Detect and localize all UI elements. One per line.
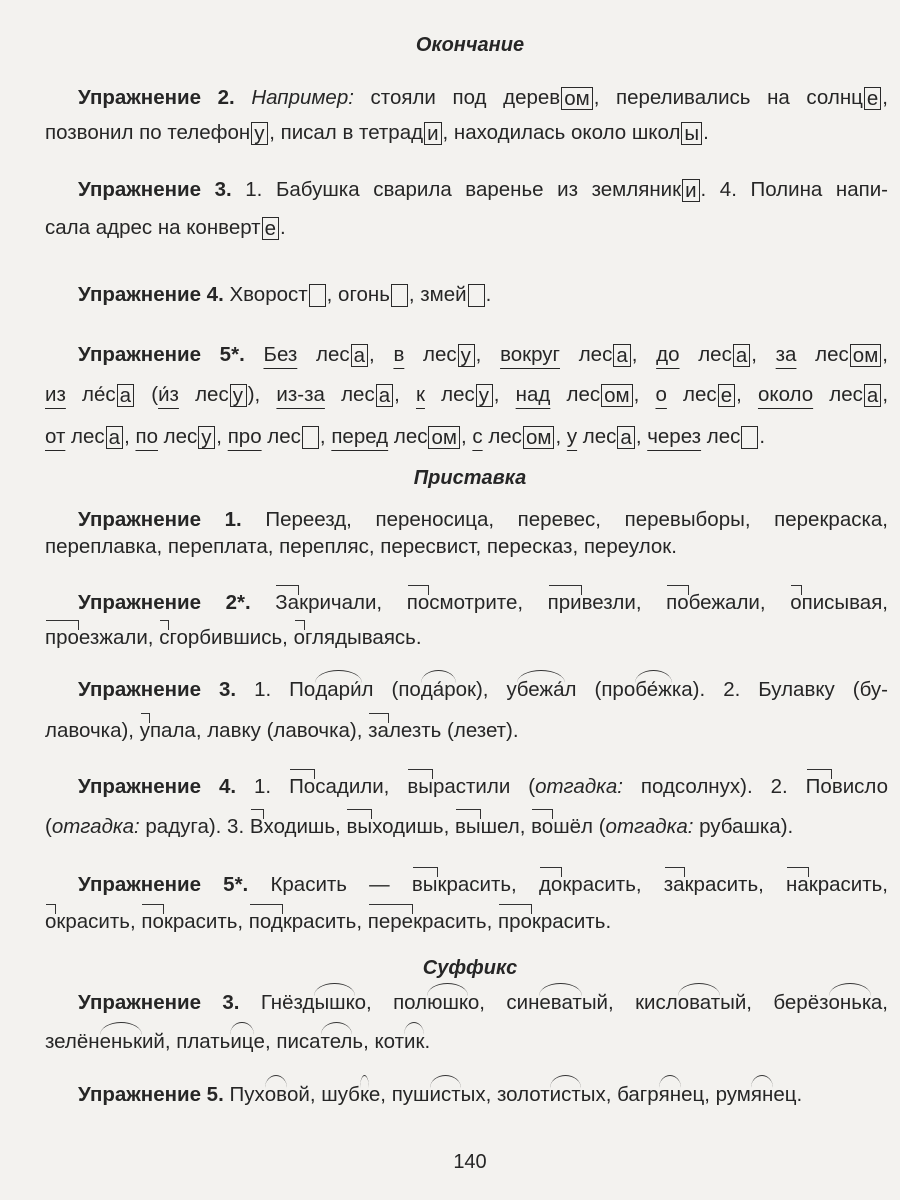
prefix-mark: при — [548, 589, 582, 617]
text-run: красить, — [282, 910, 368, 933]
prefix-mark: за — [664, 871, 685, 899]
exercise-label: Упражнение 5*. — [78, 343, 245, 366]
preposition: о — [655, 383, 667, 406]
text-run: ка). 2. Булавку (бу- — [671, 678, 888, 701]
text-run: . 4. Полина напи- — [700, 178, 888, 201]
text-run: ), — [247, 383, 277, 406]
prefix-mark: до — [539, 871, 562, 899]
answer-box: а — [864, 384, 881, 407]
prefix-mark: про — [498, 908, 532, 936]
prefix-mark: на — [786, 871, 809, 899]
answer-box: а — [613, 344, 630, 367]
preposition: перед — [331, 425, 389, 448]
text-run: ходишь, — [263, 815, 347, 838]
preposition: по — [135, 425, 158, 448]
text-run: 1. По — [236, 678, 316, 701]
text-run: Пух — [223, 1083, 265, 1106]
suffix-mark: тел — [321, 1028, 353, 1056]
text-run: позвонил по телефон — [45, 121, 251, 144]
suffix-mark: ян — [659, 1081, 681, 1109]
text-run: ый, берёз — [720, 991, 829, 1014]
answer-box: а — [376, 384, 393, 407]
text-run: ых, золот — [460, 1083, 550, 1106]
text-run: радуга). 3. — [139, 815, 250, 838]
text-run: красить, — [808, 873, 888, 896]
text-run: , — [475, 343, 501, 366]
text-run: езжали, — [78, 626, 160, 649]
text-run: лес — [560, 343, 613, 366]
text-run: лес — [404, 343, 457, 366]
text-run: . — [279, 216, 286, 239]
exercise-line — [78, 281, 888, 309]
text-run: л (по — [361, 678, 421, 701]
text-run: красить, — [437, 873, 539, 896]
answer-box: у — [198, 426, 215, 449]
text-run: рубашка). — [693, 815, 794, 838]
text-run: , — [882, 343, 888, 366]
preposition: в — [393, 343, 405, 366]
text-run: лес — [388, 425, 428, 448]
text-run: лес — [65, 425, 105, 448]
text-run: стояли под дерев — [353, 86, 561, 109]
answer-box: а — [117, 384, 134, 407]
answer-box: е — [864, 87, 881, 110]
italic-note: отгадка: — [605, 815, 694, 838]
preposition: Без — [263, 343, 298, 366]
text-run — [245, 343, 264, 366]
answer-box — [309, 284, 326, 307]
prefix-mark: В — [250, 813, 264, 841]
suffix-mark: оньк — [829, 989, 871, 1017]
prefix-mark: по — [141, 908, 164, 936]
text-run: лес — [324, 383, 375, 406]
exercise-line — [45, 813, 888, 841]
text-run: ( — [135, 383, 159, 406]
answer-box: у — [458, 344, 475, 367]
text-run: , огонь — [326, 283, 390, 306]
preposition: у — [566, 425, 578, 448]
suffix-mark: бе́ж — [635, 676, 672, 704]
text-run: , переливались на солнц — [593, 86, 863, 109]
prefix-mark: по — [666, 589, 689, 617]
text-run: лес — [297, 343, 350, 366]
prefix-mark: с — [159, 624, 169, 652]
text-run: Хворост — [223, 283, 308, 306]
preposition: с — [472, 425, 483, 448]
answer-box: и — [424, 122, 441, 145]
answer-box: ом — [601, 384, 633, 407]
prefix-mark: за — [368, 717, 389, 745]
exercise-label: Упражнение 3. — [78, 991, 240, 1014]
text-run: подсолнух). 2. — [622, 775, 806, 798]
text-run: горбившись, — [169, 626, 294, 649]
preposition: от — [45, 425, 66, 448]
suffix-mark: иц — [230, 1028, 253, 1056]
answer-box — [741, 426, 758, 449]
text-run: 1. — [236, 775, 290, 798]
answer-box: ом — [850, 344, 882, 367]
text-run: 1. Бабушка сварила варенье из земляник — [231, 178, 682, 201]
preposition: через — [647, 425, 702, 448]
text-run: лес — [666, 383, 717, 406]
text-run: красить. — [531, 910, 612, 933]
exercise-line — [45, 1028, 888, 1056]
section-heading: Окончание — [415, 34, 525, 56]
exercise-line — [78, 1081, 888, 1109]
text-run: , змей — [408, 283, 467, 306]
text-run: красить, — [413, 910, 498, 933]
text-run: зелён — [45, 1030, 100, 1053]
exercise-line — [78, 676, 888, 704]
exercise-label: Упражнение 5*. — [78, 873, 249, 896]
text-run: красить, — [684, 873, 787, 896]
answer-box: а — [351, 344, 368, 367]
prefix-mark: вы — [455, 813, 481, 841]
text-run: лес — [796, 343, 849, 366]
text-run: . — [485, 283, 492, 306]
answer-box: а — [106, 426, 123, 449]
text-run: Красить — — [248, 873, 412, 896]
prefix-mark: вы — [412, 871, 438, 899]
text-run: бежали, — [688, 591, 791, 614]
text-run: лес — [178, 383, 229, 406]
prefix-mark: вы — [407, 773, 433, 801]
text-run: Гнёзд — [239, 991, 315, 1014]
answer-box: у — [476, 384, 493, 407]
prefix-mark: у — [140, 717, 150, 745]
exercise-label: Упражнение 2*. — [78, 591, 251, 614]
prefix-mark: о — [790, 589, 801, 617]
text-run: , — [216, 425, 228, 448]
text-run: ле́с — [65, 383, 116, 406]
exercise-line — [78, 506, 888, 534]
text-run: , — [882, 86, 888, 109]
text-run: ых, багр — [580, 1083, 659, 1106]
exercise-line — [45, 214, 888, 242]
answer-box: ом — [428, 426, 460, 449]
suffix-mark: да́р — [421, 676, 456, 704]
preposition: до — [656, 343, 680, 366]
text-run: шел, — [480, 815, 532, 838]
answer-box: ом — [561, 87, 593, 110]
answer-box: у — [230, 384, 247, 407]
text-run: , — [319, 425, 332, 448]
exercise-line — [78, 989, 888, 1017]
preposition: из-за — [276, 383, 325, 406]
text-run: пала, лавку (лавочка), — [149, 719, 369, 742]
suffix-mark: к — [360, 1081, 369, 1109]
answer-box: а — [617, 426, 634, 449]
prefix-mark: вы — [346, 813, 372, 841]
text-run: , находилась около школ — [442, 121, 681, 144]
text-run: кричали, — [299, 591, 407, 614]
suffix-mark: ян — [751, 1081, 773, 1109]
exercise-line — [45, 624, 888, 652]
text-run: глядываясь. — [304, 626, 422, 649]
text-run: лес — [424, 383, 475, 406]
suffix-mark: ист — [550, 1081, 581, 1109]
text-run: смотрите, — [429, 591, 548, 614]
answer-box: и — [682, 179, 699, 202]
text-run: красить, — [562, 873, 664, 896]
text-run: растили ( — [432, 775, 536, 798]
prefix-mark: По — [806, 773, 832, 801]
exercise-line — [45, 381, 888, 409]
italic-note: отгадка: — [51, 815, 140, 838]
preposition: над — [515, 383, 551, 406]
text-run: ый, кисл — [581, 991, 678, 1014]
text-run: , — [751, 343, 776, 366]
text-run: лес — [577, 425, 617, 448]
section-heading: Приставка — [413, 467, 527, 489]
suffix-mark: ист — [430, 1081, 461, 1109]
answer-box — [468, 284, 485, 307]
answer-box: е — [262, 217, 279, 240]
text-run: , — [394, 383, 416, 406]
text-run: лезть (лезет). — [388, 719, 519, 742]
page-number: 140 — [453, 1151, 487, 1173]
text-run: ий, плать — [141, 1030, 231, 1053]
prefix-mark: по — [407, 589, 430, 617]
text-run: ь, кот — [352, 1030, 405, 1053]
text-run: , — [631, 343, 657, 366]
text-run: лес — [157, 425, 198, 448]
exercise-line — [78, 176, 888, 204]
exercise-line — [45, 717, 888, 745]
exercise-line — [78, 589, 888, 617]
suffix-mark: еват — [539, 989, 581, 1017]
text-run: е, писа — [253, 1030, 321, 1053]
text-run: , — [124, 425, 136, 448]
answer-box — [302, 426, 319, 449]
preposition: про — [227, 425, 262, 448]
text-run: красить, — [163, 910, 249, 933]
suffix-mark: юшк — [427, 989, 468, 1017]
text-run: сала адрес на конверт — [45, 216, 261, 239]
prefix-mark: про — [45, 624, 79, 652]
text-run: л (про — [564, 678, 636, 701]
suffix-mark: оват — [678, 989, 720, 1017]
preposition: из — [45, 383, 66, 406]
preposition: около — [757, 383, 814, 406]
exercise-line — [45, 908, 888, 936]
prefix-mark: По — [289, 773, 315, 801]
text-run: садили, — [315, 775, 408, 798]
prefix-mark: пере — [368, 908, 413, 936]
text-run: а, — [870, 991, 888, 1014]
exercise-line — [78, 871, 888, 899]
text-run: лес — [261, 425, 301, 448]
answer-box: ы — [681, 122, 702, 145]
exercise-label: Упражнение 3. — [78, 178, 232, 201]
text-run: . — [759, 425, 766, 448]
text-run: ( — [45, 815, 52, 838]
text-run: лес — [482, 425, 522, 448]
prefix-mark: во — [531, 813, 553, 841]
text-run: ок), у — [455, 678, 517, 701]
text-run: везли, — [581, 591, 667, 614]
exercise-line — [78, 84, 888, 112]
text-run: писывая, — [801, 591, 888, 614]
preposition: за — [775, 343, 797, 366]
text-run: шёл ( — [553, 815, 606, 838]
text-run: лес — [550, 383, 601, 406]
text-run: лес — [813, 383, 863, 406]
text-run: лавочка), — [45, 719, 140, 742]
answer-box: у — [251, 122, 268, 145]
exercise-label: Упражнение 2. — [78, 86, 235, 109]
exercise-label: Упражнение 4. — [78, 775, 237, 798]
suffix-mark: дари́ — [315, 676, 361, 704]
exercise-line — [45, 119, 888, 147]
text-run: е, пуш — [368, 1083, 430, 1106]
text-run: о, син — [467, 991, 540, 1014]
text-run — [251, 591, 276, 614]
exercise-line — [78, 341, 888, 369]
text-run: ходишь, — [372, 815, 455, 838]
text-run: , писал в тетрад — [269, 121, 424, 144]
text-run: , — [633, 383, 656, 406]
prefix-mark: о — [45, 908, 56, 936]
suffix-mark: еньк — [100, 1028, 142, 1056]
text-run: лес — [679, 343, 732, 366]
italic-note: отгадка: — [535, 775, 623, 798]
exercise-label: Упражнение 3. — [78, 678, 237, 701]
prefix-mark: под — [249, 908, 283, 936]
text-run: , — [369, 343, 394, 366]
text-run: , — [736, 383, 758, 406]
text-run: . — [424, 1030, 431, 1053]
exercise-line — [78, 773, 888, 801]
section-heading: Суффикс — [422, 957, 518, 979]
text-run: о, пол — [354, 991, 428, 1014]
text-run: красить, — [56, 910, 142, 933]
answer-box: а — [733, 344, 750, 367]
suffix-mark: ик — [404, 1028, 424, 1056]
text-run: , — [493, 383, 516, 406]
suffix-mark: бежа́ — [517, 676, 565, 704]
text-run: , — [635, 425, 648, 448]
text-run: ец. — [773, 1083, 803, 1106]
exercise-line — [45, 533, 888, 561]
italic-note: Например: — [234, 86, 354, 109]
answer-box — [391, 284, 408, 307]
text-run: , — [460, 425, 473, 448]
exercise-label: Упражнение 4. — [78, 283, 224, 306]
exercise-label: Упражнение 5. — [78, 1083, 224, 1106]
text-run: ой, шуб — [287, 1083, 360, 1106]
prefix-mark: о — [294, 624, 305, 652]
answer-box: ом — [523, 426, 555, 449]
text-run: . — [703, 121, 709, 144]
exercise-line — [45, 423, 888, 451]
text-run: , — [882, 383, 889, 406]
exercise-label: Упражнение 1. — [78, 508, 242, 531]
suffix-mark: ов — [265, 1081, 287, 1109]
preposition: вокруг — [500, 343, 560, 366]
answer-box: е — [718, 384, 735, 407]
text-run: висло — [831, 775, 888, 798]
prefix-mark: За — [275, 589, 299, 617]
text-run: ец, рум — [681, 1083, 751, 1106]
preposition: к — [415, 383, 425, 406]
preposition: и́з — [158, 383, 179, 406]
text-run: лес — [701, 425, 741, 448]
text-run: , — [555, 425, 567, 448]
text-run: переплавка, переплата, перепляс, пересвист, пересказ, переулок. — [45, 535, 677, 558]
text-run: Переезд, переносица, перевес, перевыборы, перекраска, — [241, 508, 888, 531]
suffix-mark: ышк — [314, 989, 354, 1017]
